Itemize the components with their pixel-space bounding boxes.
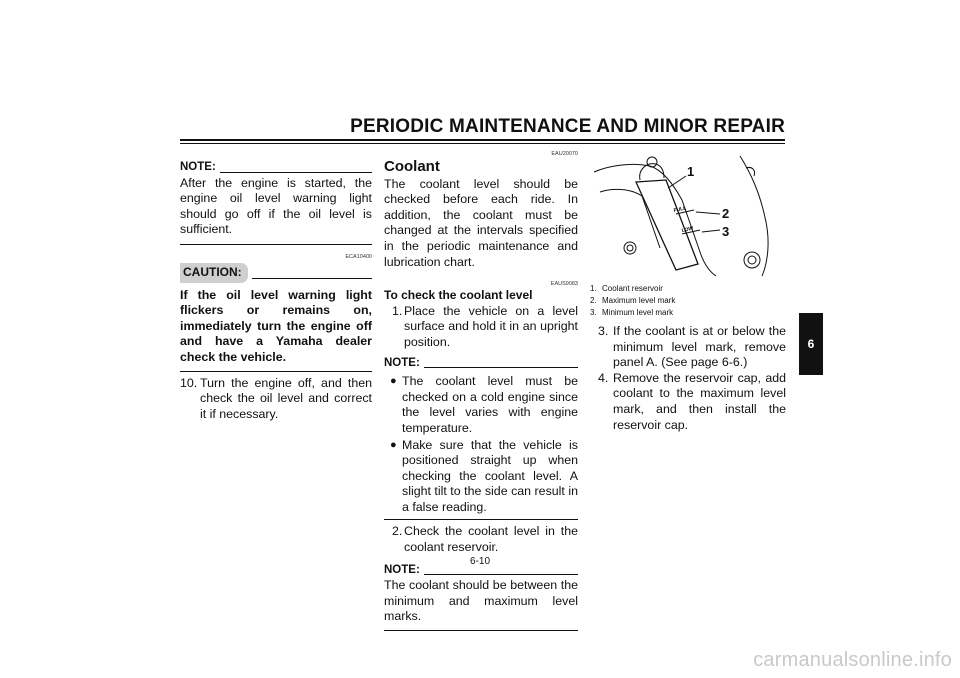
bolt-icon-inner: [627, 245, 633, 251]
step-3: [598, 324, 786, 371]
note-label: NOTE:: [180, 161, 216, 173]
caution-end-rule: [180, 371, 372, 372]
note-rule: [220, 172, 372, 173]
figure-caption: [590, 283, 786, 319]
header-rule: [180, 139, 785, 141]
low-mark-label: LOW: [681, 225, 694, 234]
page-number: 6-10: [469, 556, 490, 567]
caption-text: Minimum level mark: [602, 308, 674, 317]
note-end-rule: [180, 244, 372, 245]
caption-text: Maximum level mark: [602, 296, 676, 305]
step-2: [384, 524, 578, 555]
callout-leader-2: [696, 212, 720, 214]
cap-icon: [647, 157, 657, 167]
page-header-title: PERIODIC MAINTENANCE AND MINOR REPAIR: [350, 116, 785, 137]
caution-label: CAUTION:: [180, 263, 248, 283]
list-item: [384, 374, 578, 436]
callout-leader-3: [702, 230, 720, 232]
step-10-text: Turn the engine off, and then check the oil level and correct it if necessary.: [200, 375, 372, 421]
coolant-reservoir-figure: [590, 152, 780, 278]
column-1: [180, 160, 372, 422]
subsection-code: EAUS9083: [550, 281, 578, 288]
subsection-title: To check the coolant level: [384, 288, 533, 303]
caption-number: 1.: [590, 284, 597, 293]
fastener-icon: [744, 252, 760, 268]
bolt-icon: [624, 242, 636, 254]
note-rule-3: [424, 574, 578, 575]
step-10: [180, 376, 372, 423]
step-1-text: Place the vehicle on a level surface and hold it in an upright position.: [404, 303, 578, 349]
bullet-text: The coolant level must be checked on a cold engine since the level varies with engine temperature.: [402, 374, 578, 435]
note-header-2: [384, 356, 578, 372]
caution-rule: [252, 278, 372, 279]
caution-text: If the oil level warning light flickers or remains on, immediately turn the engine off and have a Yamaha dealer check the vehicle.: [180, 287, 372, 364]
step-10-number: 10.: [180, 375, 198, 390]
step-4-number: 4.: [598, 370, 609, 385]
frame-inner: [600, 189, 660, 248]
note-header: [180, 160, 372, 176]
note-text-3: The coolant should be between the minimum and maximum level marks.: [384, 578, 578, 624]
header-rule-thin: [180, 143, 785, 144]
step-3-text: If the coolant is at or below the minimum level mark, remove panel A. (See page 6-6.): [613, 324, 786, 370]
caption-item: [590, 283, 786, 295]
caption-item: [590, 295, 786, 307]
section-code: EAU20070: [551, 151, 578, 157]
note-end-rule-2: [384, 519, 578, 520]
note-text: After the engine is started, the engine oil level warning light should go off if the oil level is sufficient.: [180, 175, 372, 237]
callout-2: 2: [722, 206, 730, 221]
chapter-tab: 6: [799, 313, 823, 375]
column-3-steps: [598, 324, 786, 433]
callout-3: 3: [722, 224, 730, 239]
bullet-icon: ●: [390, 438, 397, 451]
note-end-rule-3: [384, 630, 578, 631]
step-2-text: Check the coolant level in the coolant reservoir.: [404, 524, 578, 555]
caution-header: [180, 263, 372, 283]
caption-item: [590, 307, 786, 319]
caption-number: 3.: [590, 308, 597, 317]
step-1-number: 1.: [392, 303, 403, 318]
caption-number: 2.: [590, 296, 597, 305]
step-2-number: 2.: [392, 524, 403, 539]
caution-code: ECA10400: [345, 253, 372, 260]
caption-text: Coolant reservoir: [602, 284, 663, 293]
list-item: [384, 438, 578, 516]
reservoir-body: [636, 180, 698, 270]
full-mark-label: FULL: [673, 205, 687, 214]
fastener-icon-inner: [748, 256, 756, 264]
section-title: Coolant: [384, 158, 440, 175]
bullet-text: Make sure that the vehicle is positioned straight up when checking the coolant level. A slight tilt to the side can result in a false reading.: [402, 437, 578, 514]
step-4-text: Remove the reservoir cap, add coolant to the maximum level mark, and then install the reservoir cap.: [613, 370, 786, 432]
note-label-2: NOTE:: [384, 356, 420, 369]
step-3-number: 3.: [598, 324, 609, 338]
note-bullets: [384, 374, 578, 515]
step-4: [598, 371, 786, 433]
watermark: carmanualsonline.info: [753, 649, 952, 671]
section-intro: The coolant level should be checked before each ride. In addition, the coolant must be changed at the intervals specified in the periodic maintenance and lubrication chart.: [384, 176, 578, 269]
bullet-icon: ●: [390, 375, 397, 388]
note-label-3: NOTE:: [384, 563, 420, 576]
note-rule-2: [424, 367, 578, 368]
callout-1: 1: [687, 164, 695, 179]
step-1: [384, 304, 578, 351]
